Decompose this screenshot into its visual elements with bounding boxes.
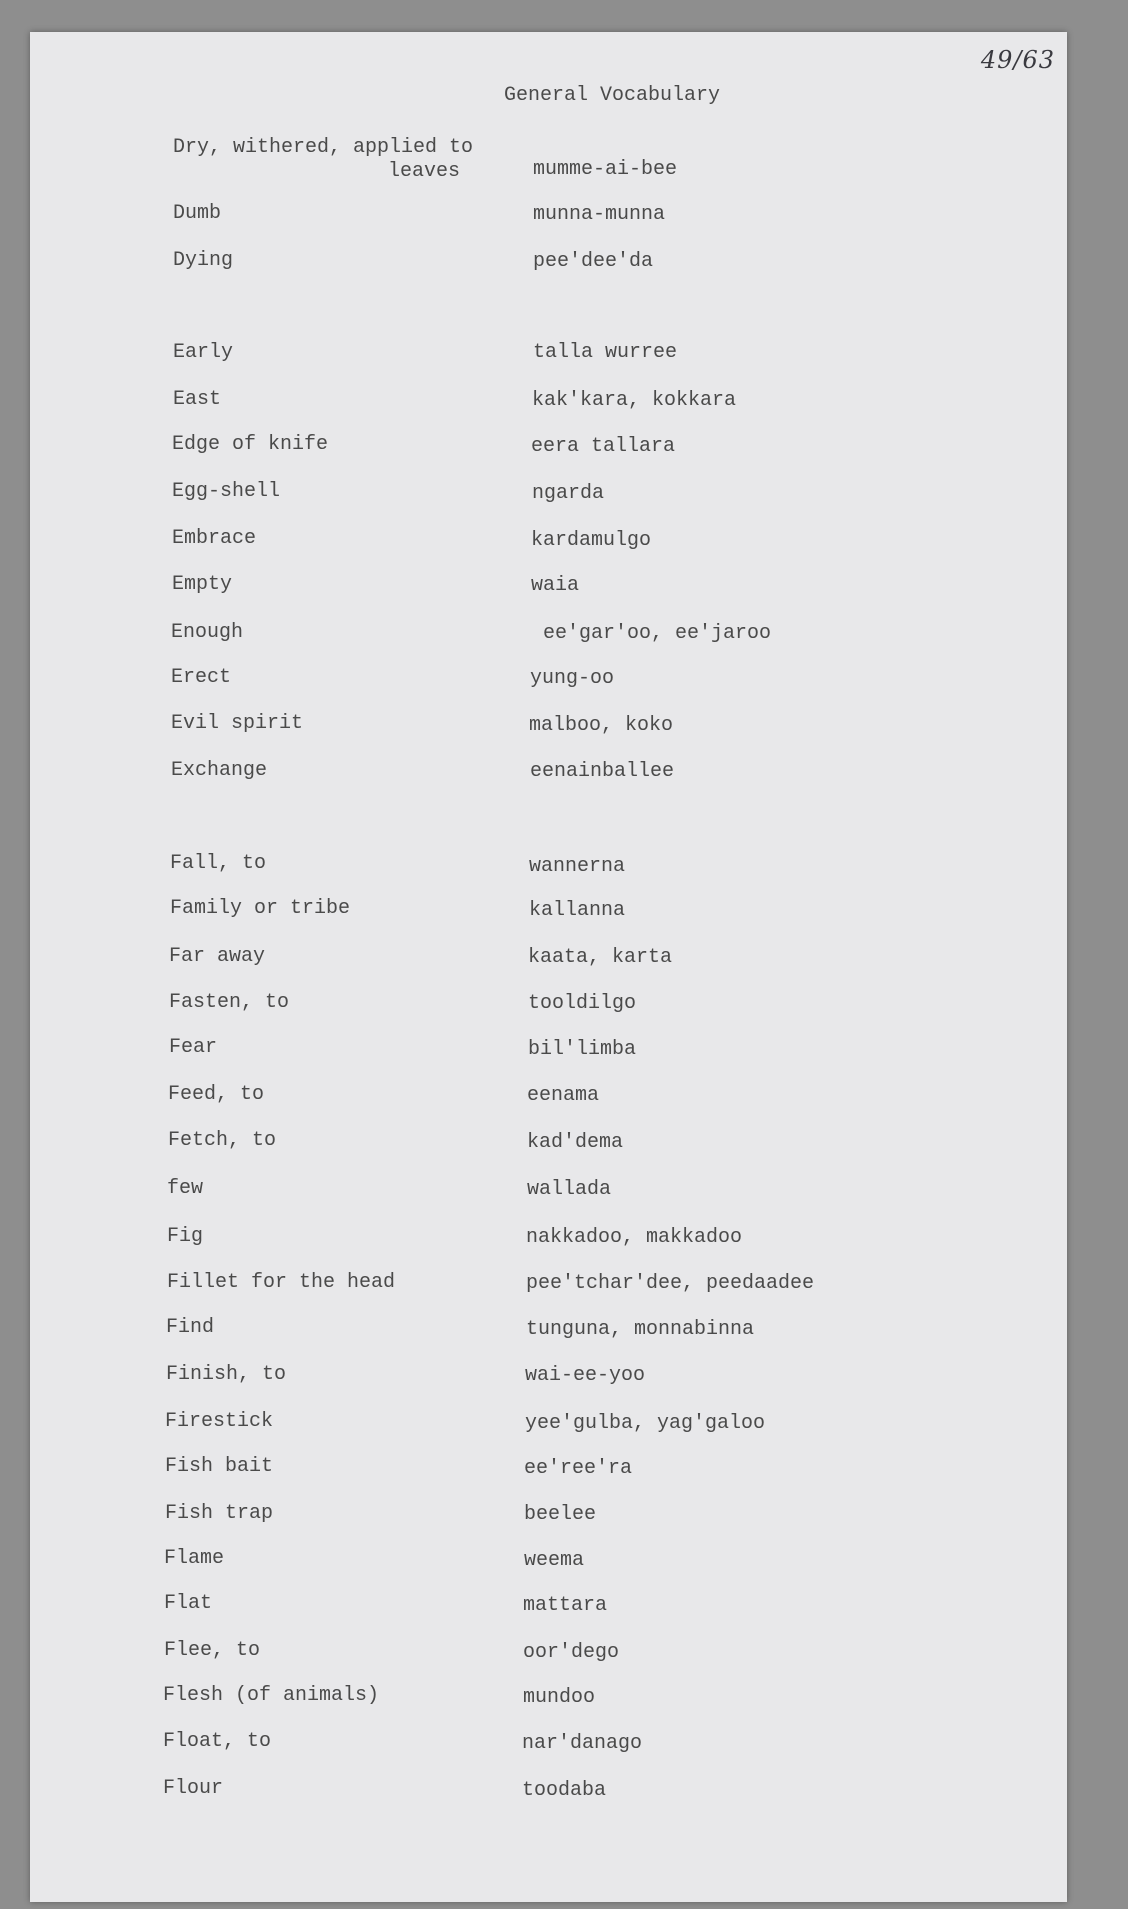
entry-term: Float, to [163, 1730, 272, 1753]
entry-term: Fall, to [170, 852, 267, 875]
entry-gloss: yee'gulba, yag'galoo [525, 1412, 766, 1435]
entry-term: Fetch, to [168, 1129, 277, 1152]
entry-term: Fillet for the head [167, 1271, 396, 1294]
entry-term: Exchange [171, 759, 268, 782]
entry-gloss: kak'kara, kokkara [532, 389, 737, 412]
entry-gloss: ee'ree'ra [524, 1457, 633, 1480]
entry-term: Finish, to [166, 1363, 287, 1386]
entry-term: Dry, withered, applied to leaves [173, 136, 474, 183]
entry-term: Fish bait [165, 1455, 274, 1478]
entry-gloss: kad'dema [527, 1131, 624, 1154]
entry-term: Firestick [165, 1410, 274, 1433]
entry-term: Enough [171, 621, 244, 644]
entry-term: Fig [167, 1225, 204, 1248]
entry-gloss: wai-ee-yoo [525, 1364, 646, 1387]
entry-gloss: pee'dee'da [533, 250, 654, 273]
entry-term: Embrace [172, 527, 257, 550]
entry-term: Flour [163, 1777, 224, 1800]
entry-gloss: yung-oo [530, 667, 615, 690]
entry-term: Dying [173, 249, 234, 272]
entry-gloss: talla wurree [533, 341, 678, 364]
entry-term: Edge of knife [172, 433, 329, 456]
entry-gloss: ngarda [532, 482, 605, 505]
entry-term: few [167, 1177, 204, 1200]
entry-term: Far away [169, 945, 266, 968]
entry-term: Find [166, 1316, 215, 1339]
entry-term: Empty [172, 573, 233, 596]
entry-gloss: oor'dego [523, 1641, 620, 1664]
entry-gloss: nar'danago [522, 1732, 643, 1755]
entry-gloss: wallada [527, 1178, 612, 1201]
entry-gloss: beelee [524, 1503, 597, 1526]
page-title: General Vocabulary [503, 84, 720, 107]
document-page [30, 32, 1067, 1902]
entry-term: Flesh (of animals) [163, 1684, 380, 1707]
entry-term: Flat [164, 1592, 213, 1615]
entry-term: Family or tribe [170, 897, 351, 920]
entry-term: Fear [169, 1036, 218, 1059]
entry-term: Egg-shell [172, 480, 281, 503]
entry-gloss: kardamulgo [531, 529, 652, 552]
entry-gloss: waia [531, 574, 580, 597]
entry-term: Evil spirit [171, 712, 304, 735]
entry-gloss: munna-munna [533, 203, 666, 226]
entry-gloss: tunguna, monnabinna [526, 1318, 755, 1341]
entry-gloss: toodaba [522, 1779, 607, 1802]
entry-gloss: kaata, karta [528, 946, 673, 969]
entry-gloss: mattara [523, 1594, 608, 1617]
page-number: 49/63 [980, 46, 1055, 74]
entry-gloss: kallanna [529, 899, 626, 922]
entry-term: Dumb [173, 202, 222, 225]
entry-term: Early [173, 341, 234, 364]
entry-gloss: malboo, koko [529, 714, 674, 737]
entry-gloss: wannerna [529, 855, 626, 878]
entry-term: Feed, to [168, 1083, 265, 1106]
entry-term: Fish trap [165, 1502, 274, 1525]
entry-gloss: eenainballee [530, 760, 675, 783]
entry-gloss: mumme-ai-bee [533, 158, 678, 181]
entry-gloss: eera tallara [531, 435, 676, 458]
entry-term: Fasten, to [169, 991, 290, 1014]
entry-term-continuation: leaves [388, 160, 461, 183]
entry-term: Erect [171, 666, 232, 689]
entry-gloss: nakkadoo, makkadoo [526, 1226, 743, 1249]
entry-gloss: eenama [527, 1084, 600, 1107]
entry-gloss: mundoo [523, 1686, 596, 1709]
entry-gloss: ee'gar'oo, ee'jaroo [531, 622, 772, 645]
entry-gloss: tooldilgo [528, 992, 637, 1015]
entry-gloss: weema [524, 1549, 585, 1572]
entry-gloss: bil'limba [528, 1038, 637, 1061]
entry-term: Flame [164, 1547, 225, 1570]
vocabulary-list [30, 32, 1067, 1902]
entry-term: Flee, to [164, 1639, 261, 1662]
entry-term: East [173, 388, 222, 411]
entry-gloss: pee'tchar'dee, peedaadee [526, 1272, 815, 1295]
